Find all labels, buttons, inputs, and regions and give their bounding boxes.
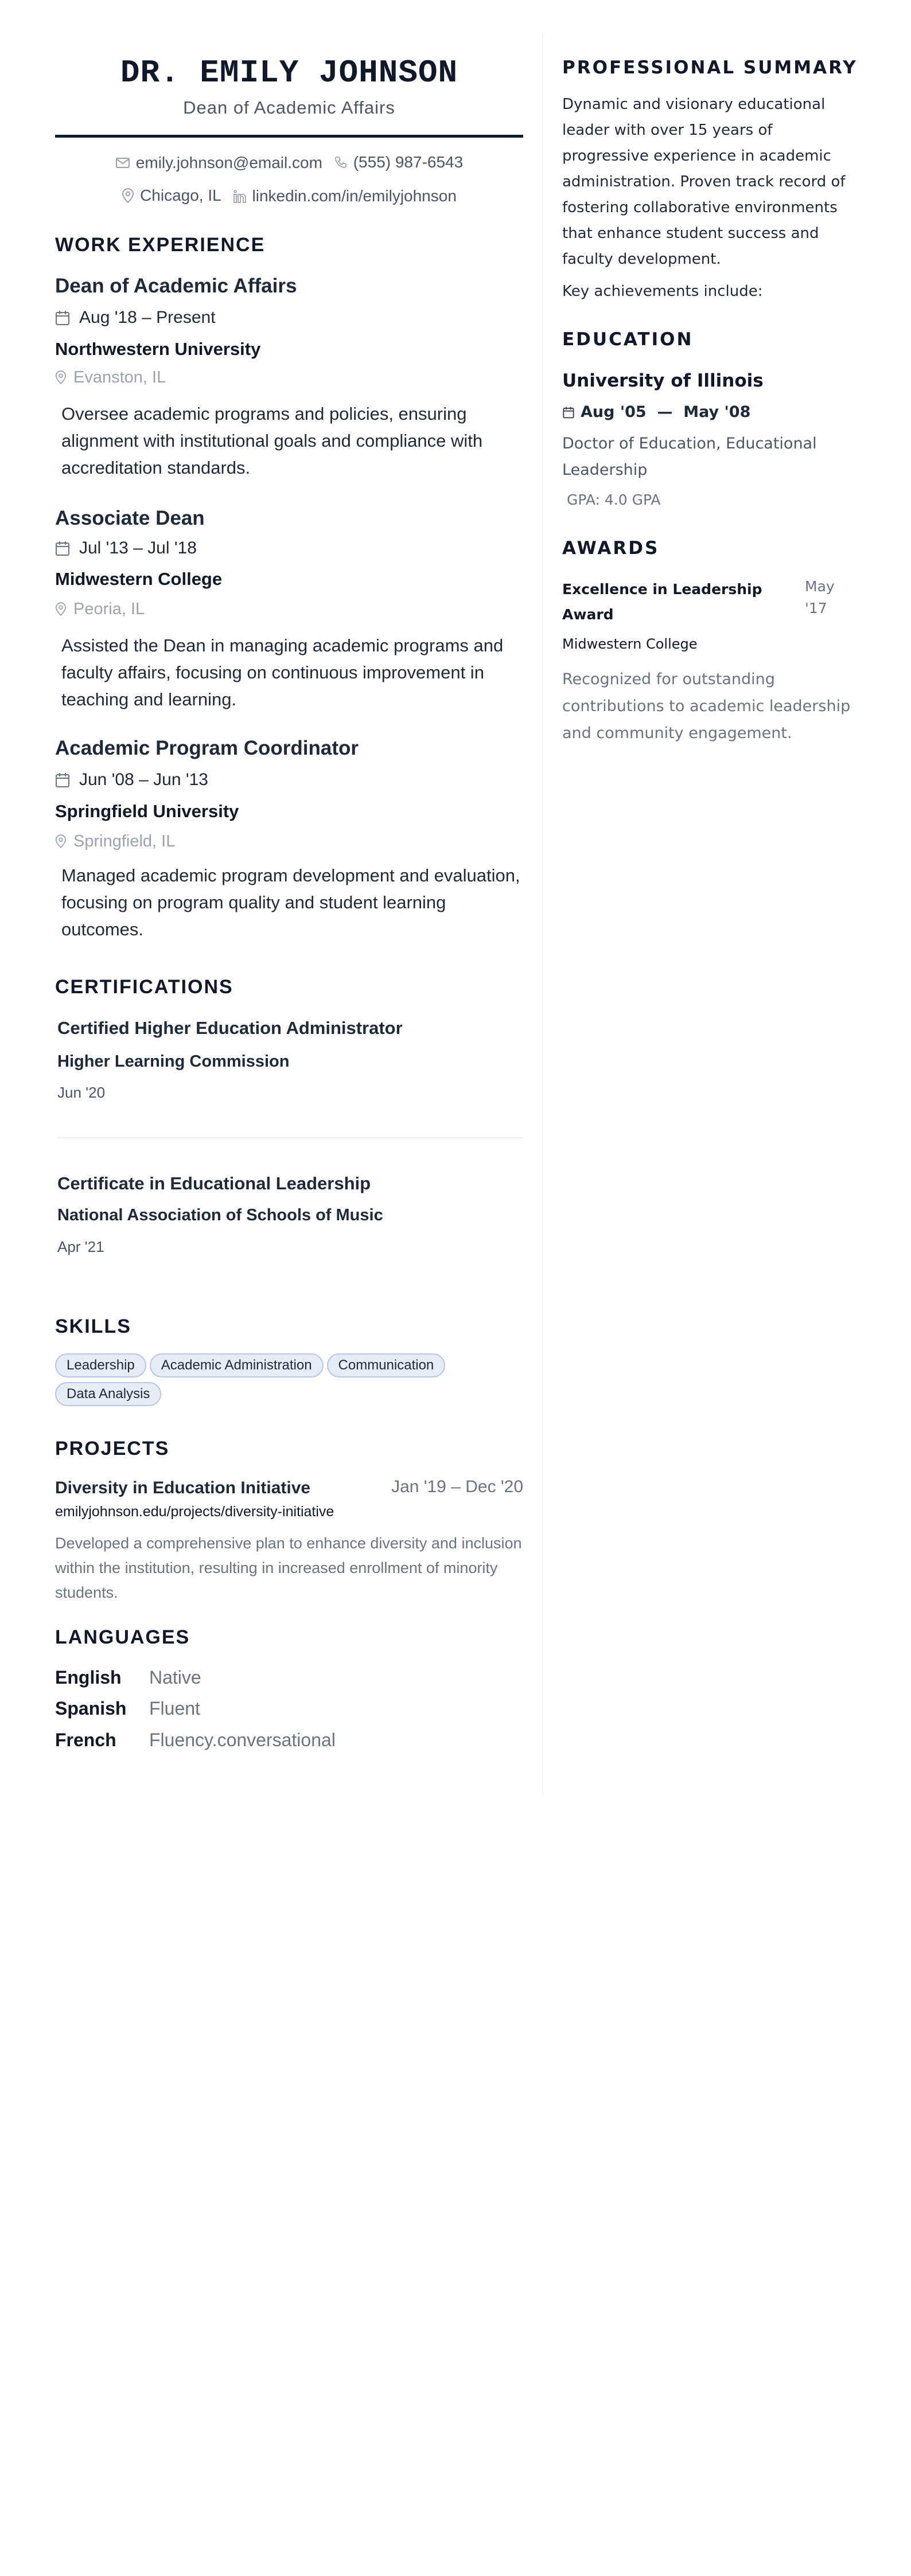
- language-level: Native: [149, 1667, 201, 1688]
- map-pin-icon: [55, 602, 67, 616]
- skill-chip: Communication: [327, 1353, 446, 1377]
- section-heading-projects: PROJECTS: [55, 1438, 170, 1459]
- section-heading-awards: AWARDS: [562, 538, 660, 559]
- job-dates-text: Jul '13 – Jul '18: [79, 538, 197, 557]
- job-company: Springfield University: [55, 801, 239, 821]
- section-heading-summary: PROFESSIONAL SUMMARY: [562, 57, 858, 78]
- location-text: Chicago, IL: [140, 186, 221, 204]
- map-pin-icon: [55, 834, 67, 849]
- contact-row-2: [55, 184, 523, 210]
- calendar-icon: [562, 406, 575, 419]
- email-text: emily.johnson@email.com: [135, 154, 322, 171]
- skill-chip: Data Analysis: [55, 1382, 161, 1406]
- job-title: Academic Program Coordinator: [55, 737, 359, 759]
- linkedin-icon: [233, 189, 247, 204]
- map-pin-icon: [55, 370, 67, 385]
- project-description: Developed a comprehensive plan to enhance diversity and inclusion within the institution, resulting in increased enrollment of minority students.: [55, 1535, 522, 1601]
- education-dates: [562, 401, 750, 424]
- candidate-name: DR. EMILY JOHNSON: [120, 54, 458, 91]
- phone-text: (555) 987-6543: [353, 153, 464, 171]
- skill-chip: Leadership: [55, 1353, 146, 1377]
- skill-chip: Academic Administration: [150, 1353, 324, 1377]
- section-heading-certifications: CERTIFICATIONS: [55, 976, 233, 998]
- skills-list: [55, 1353, 523, 1411]
- contact-email[interactable]: [115, 151, 322, 174]
- certification-date: Jun '20: [57, 1084, 106, 1101]
- language-level: Fluent: [149, 1698, 200, 1719]
- language-name: English: [55, 1667, 122, 1688]
- section-heading-work: WORK EXPERIENCE: [55, 234, 266, 256]
- summary-text: Dynamic and visionary educational leader with over 15 years of progressive experience in academic administration. Proven track record of fostering collaborative environments that enhance student success and faculty development.: [562, 96, 846, 268]
- project-link[interactable]: emilyjohnson.edu/projects/diversity-initiative: [55, 1504, 334, 1520]
- job-title: Dean of Academic Affairs: [55, 275, 297, 297]
- contact-row-1: [55, 151, 523, 175]
- section-heading-skills: SKILLS: [55, 1316, 131, 1337]
- candidate-title: Dean of Academic Affairs: [183, 97, 395, 118]
- job-dates: [55, 537, 197, 560]
- education-school: University of Illinois: [562, 370, 764, 391]
- job-location-text: Springfield, IL: [73, 832, 176, 850]
- job-description: Oversee academic programs and policies, ensuring alignment with institutional goals and compliance with accreditation standards.: [61, 404, 483, 478]
- job-dates: [55, 306, 216, 329]
- job-dates-text: Aug '18 – Present: [79, 308, 216, 327]
- certification-divider: [57, 1137, 523, 1138]
- job-location: [55, 830, 175, 853]
- phone-icon: [334, 155, 348, 169]
- job-description: Managed academic program development and evaluation, focusing on program quality and student learning outcomes.: [61, 865, 520, 939]
- language-level: Fluency.conversational: [149, 1730, 336, 1750]
- mail-icon: [115, 157, 130, 169]
- education-gpa: GPA: 4.0 GPA: [567, 491, 661, 508]
- contact-linkedin[interactable]: [233, 185, 457, 208]
- education-dates-text: Aug '05 — May '08: [581, 403, 751, 421]
- language-name: French: [55, 1730, 116, 1750]
- calendar-icon: [55, 772, 70, 788]
- project-dates: Jan '19 – Dec '20: [391, 1477, 523, 1496]
- job-title: Associate Dean: [55, 507, 205, 529]
- header-divider: [55, 135, 523, 138]
- summary-key-achievements: Key achievements include:: [562, 283, 763, 300]
- calendar-icon: [55, 310, 70, 326]
- certification-issuer: National Association of Schools of Music: [57, 1206, 383, 1224]
- award-date: May '17: [805, 578, 835, 616]
- award-title: Excellence in Leadership Award: [562, 581, 762, 623]
- job-description: Assisted the Dean in managing academic programs and faculty affairs, focusing on continuous improvement in teaching and learning.: [61, 635, 504, 709]
- job-location-text: Peoria, IL: [73, 600, 145, 618]
- column-divider: [542, 34, 543, 1795]
- job-dates: [55, 768, 208, 791]
- job-location: [55, 366, 166, 389]
- job-company: Midwestern College: [55, 569, 223, 589]
- job-location: [55, 598, 145, 620]
- certification-name: Certificate in Educational Leadership: [57, 1173, 371, 1193]
- contact-phone[interactable]: [334, 151, 463, 174]
- linkedin-text: linkedin.com/in/emilyjohnson: [252, 187, 457, 205]
- job-location-text: Evanston, IL: [73, 368, 166, 387]
- project-name: Diversity in Education Initiative: [55, 1478, 311, 1497]
- certification-name: Certified Higher Education Administrator: [57, 1018, 403, 1038]
- job-company: Northwestern University: [55, 339, 261, 359]
- certification-date: Apr '21: [57, 1238, 104, 1255]
- certification-issuer: Higher Learning Commission: [57, 1052, 290, 1071]
- section-heading-education: EDUCATION: [562, 329, 694, 350]
- map-pin-icon: [122, 188, 134, 204]
- award-issuer: Midwestern College: [562, 636, 698, 652]
- job-dates-text: Jun '08 – Jun '13: [79, 770, 208, 789]
- award-description: Recognized for outstanding contributions to academic leadership and community engagement.: [562, 670, 851, 742]
- calendar-icon: [55, 540, 70, 556]
- education-degree: Doctor of Education, Educational Leadership: [562, 435, 817, 479]
- contact-location: [122, 184, 221, 207]
- language-name: Spanish: [55, 1698, 127, 1719]
- section-heading-languages: LANGUAGES: [55, 1626, 190, 1648]
